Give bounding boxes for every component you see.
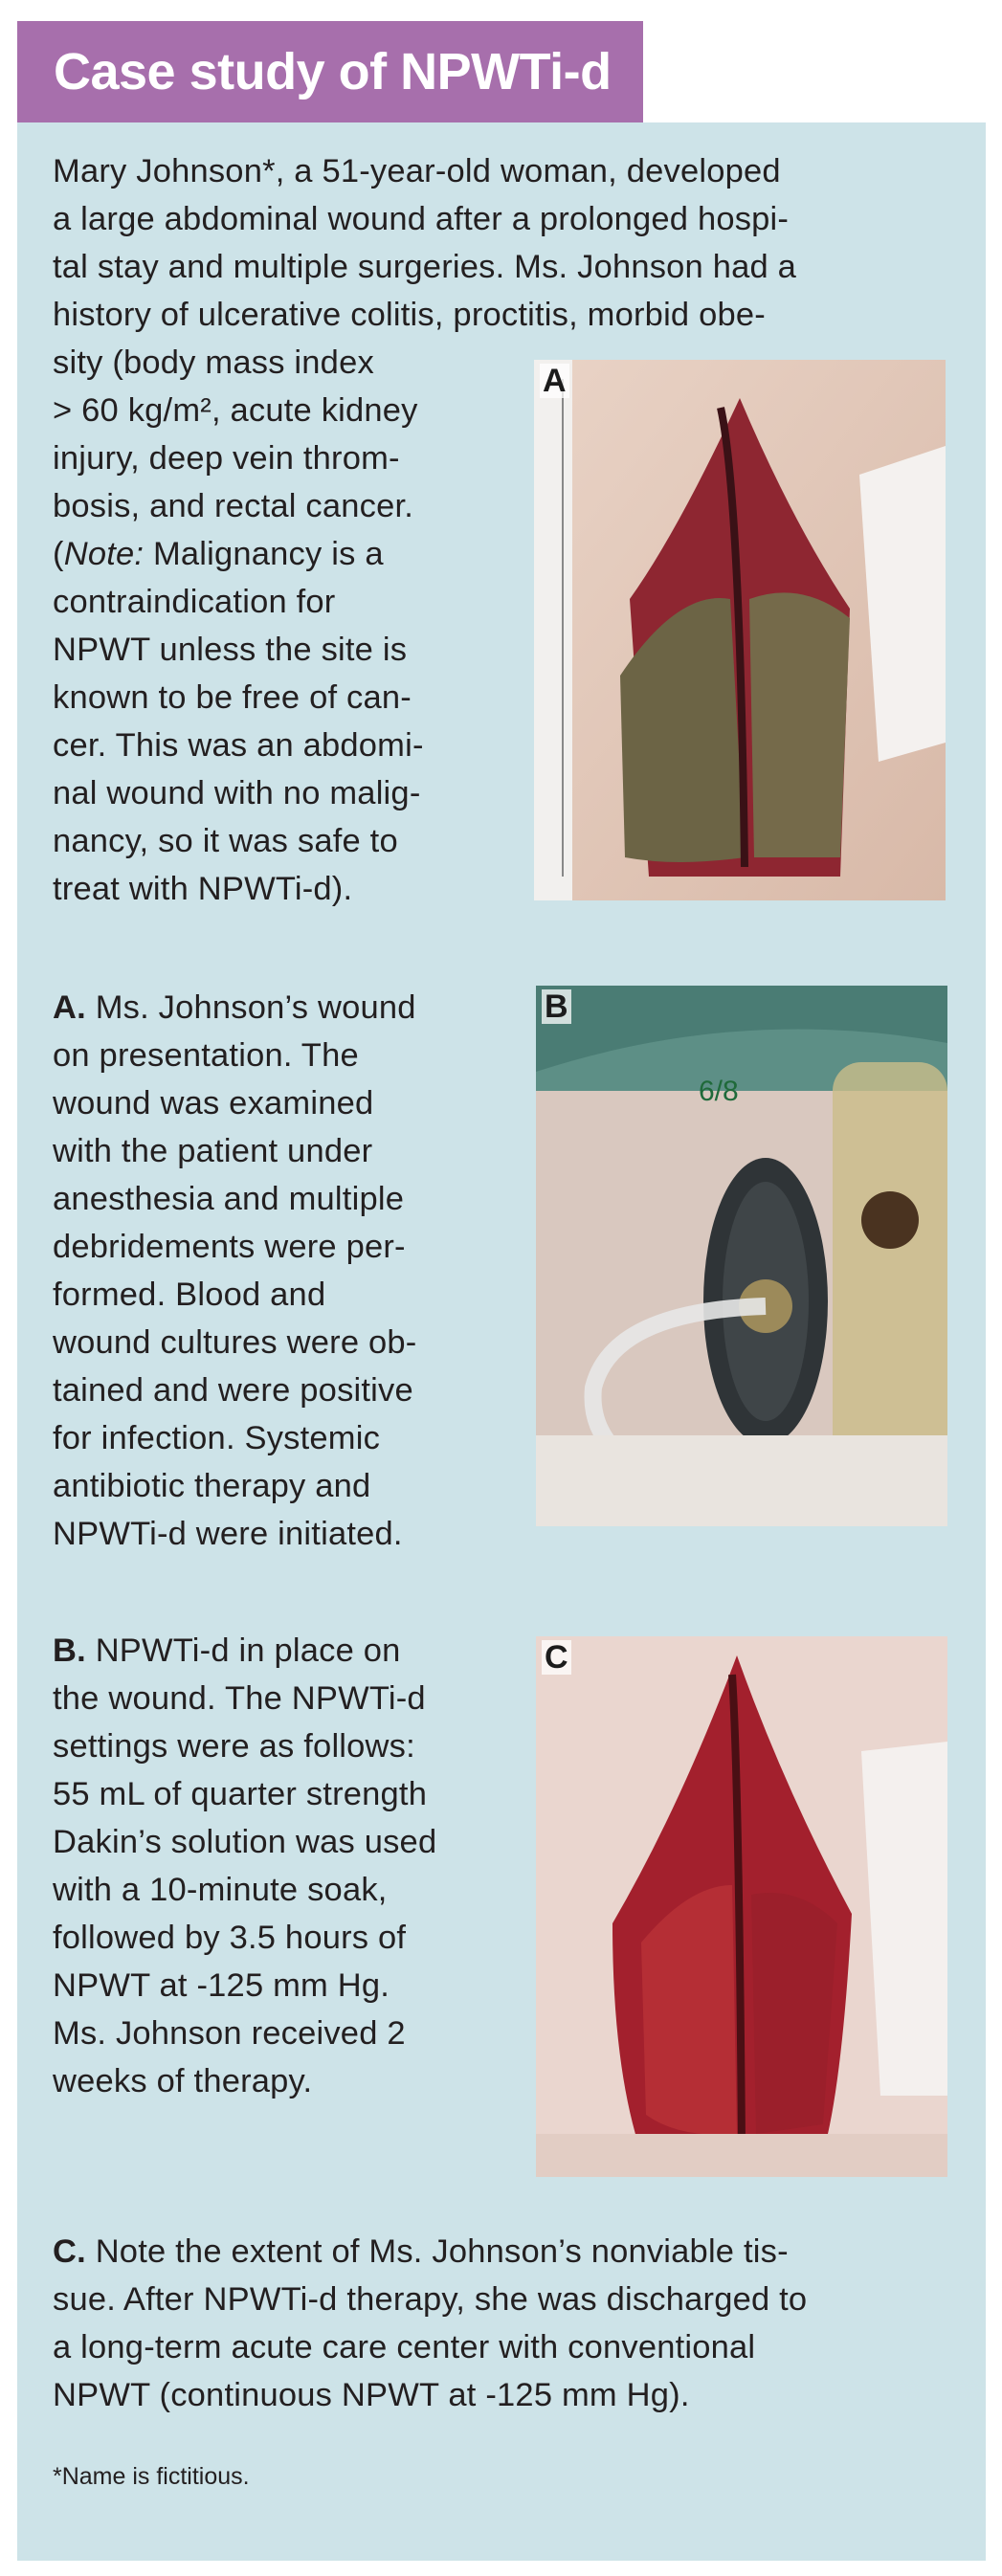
intro-line: treat with NPWTi-d). bbox=[53, 871, 353, 907]
intro-line: nancy, so it was safe to bbox=[53, 823, 398, 859]
intro-line: nal wound with no malig- bbox=[53, 775, 421, 811]
caption-a: A. Ms. Johnson’s wound on presentation. The wound was examined with the patient under anesthesia and multiple debridements were per- formed. Blood and wound cultures were ob- tained and were positive for infection. Systemic antibiotic therapy and NPWTi-d were initiated. bbox=[53, 984, 416, 1558]
caption-b-line: Ms. Johnson received 2 bbox=[53, 2015, 406, 2052]
intro-line: contraindication for bbox=[53, 584, 336, 620]
svg-text:6/8: 6/8 bbox=[699, 1076, 739, 1107]
caption-a-line: with the patient under bbox=[53, 1133, 373, 1169]
caption-a-line: wound was examined bbox=[53, 1085, 374, 1121]
caption-b-line: 55 mL of quarter strength bbox=[53, 1776, 428, 1812]
caption-b-letter: B. bbox=[53, 1632, 86, 1669]
caption-a-line: wound cultures were ob- bbox=[53, 1324, 417, 1361]
intro-line: history of ulcerative colitis, proctitis, morbid obe- bbox=[53, 297, 766, 333]
intro-line: NPWT unless the site is bbox=[53, 632, 408, 668]
wound-photo-c bbox=[536, 1636, 947, 2177]
wound-photo-b bbox=[536, 986, 947, 1526]
caption-a-letter: A. bbox=[53, 989, 86, 1026]
caption-c: C. Note the extent of Ms. Johnson’s nonviable tis- sue. After NPWTi-d therapy, she was discharged to a long-term acute care center with conventional NPWT (continuous NPWT at -125 mm Hg). bbox=[53, 2228, 807, 2419]
photo-a-label: A bbox=[540, 364, 569, 398]
caption-c-line: sue. After NPWTi-d therapy, she was discharged to bbox=[53, 2281, 808, 2318]
intro-line: known to be free of can- bbox=[53, 679, 412, 716]
photo-b-label: B bbox=[542, 989, 571, 1024]
photo-c-label: C bbox=[542, 1640, 571, 1675]
caption-b-line: Dakin’s solution was used bbox=[53, 1824, 437, 1860]
caption-a-line: formed. Blood and bbox=[53, 1277, 326, 1313]
caption-b-line: the wound. The NPWTi-d bbox=[53, 1680, 426, 1717]
wound-photo-a bbox=[534, 360, 946, 900]
caption-b-line: NPWT at -125 mm Hg. bbox=[53, 1967, 390, 2004]
note-label: Note: bbox=[63, 536, 145, 572]
intro-line: sity (body mass index bbox=[53, 344, 374, 381]
caption-a-line: tained and were positive bbox=[53, 1372, 413, 1409]
caption-b-line: with a 10-minute soak, bbox=[53, 1872, 388, 1908]
caption-b: B. NPWTi-d in place on the wound. The NPWTi-d settings were as follows: 55 mL of quarter strength Dakin’s solution was used with a 10-minute soak, followed by 3.5 hours of NPWT at -125 mm Hg. Ms. Johnson received 2 weeks of therapy. bbox=[53, 1627, 436, 2105]
caption-c-letter: C. bbox=[53, 2233, 86, 2270]
footnote: *Name is fictitious. bbox=[53, 2463, 250, 2490]
intro-line: bosis, and rectal cancer. bbox=[53, 488, 414, 524]
intro-line: Mary Johnson*, a 51-year-old woman, developed bbox=[53, 153, 781, 189]
intro-line: injury, deep vein throm- bbox=[53, 440, 400, 477]
caption-b-line: followed by 3.5 hours of bbox=[53, 1920, 407, 1956]
caption-b-line: settings were as follows: bbox=[53, 1728, 415, 1765]
caption-a-line: antibiotic therapy and bbox=[53, 1468, 371, 1504]
caption-a-line: on presentation. The bbox=[53, 1037, 359, 1074]
caption-a-line: NPWTi-d were initiated. bbox=[53, 1516, 403, 1552]
wound-photo-b-image bbox=[536, 986, 947, 1526]
intro-line: (Note: Malignancy is a bbox=[53, 536, 384, 572]
caption-b-line: weeks of therapy. bbox=[53, 2063, 313, 2099]
caption-a-line: for infection. Systemic bbox=[53, 1420, 381, 1456]
title-bar bbox=[17, 21, 643, 122]
wound-photo-a-image bbox=[534, 360, 946, 900]
intro-line: cer. This was an abdomi- bbox=[53, 727, 424, 764]
intro-line: > 60 kg/m², acute kidney bbox=[53, 392, 418, 429]
caption-a-line: anesthesia and multiple bbox=[53, 1181, 405, 1217]
wound-photo-c-image bbox=[536, 1636, 947, 2177]
intro-line: a large abdominal wound after a prolonged hospi- bbox=[53, 201, 790, 237]
caption-c-line: NPWT (continuous NPWT at -125 mm Hg). bbox=[53, 2377, 690, 2413]
caption-a-line: debridements were per- bbox=[53, 1229, 406, 1265]
case-study-title: Case study of NPWTi-d bbox=[54, 43, 612, 100]
caption-c-line: a long-term acute care center with conventional bbox=[53, 2329, 756, 2365]
intro-line: tal stay and multiple surgeries. Ms. Johnson had a bbox=[53, 249, 797, 285]
